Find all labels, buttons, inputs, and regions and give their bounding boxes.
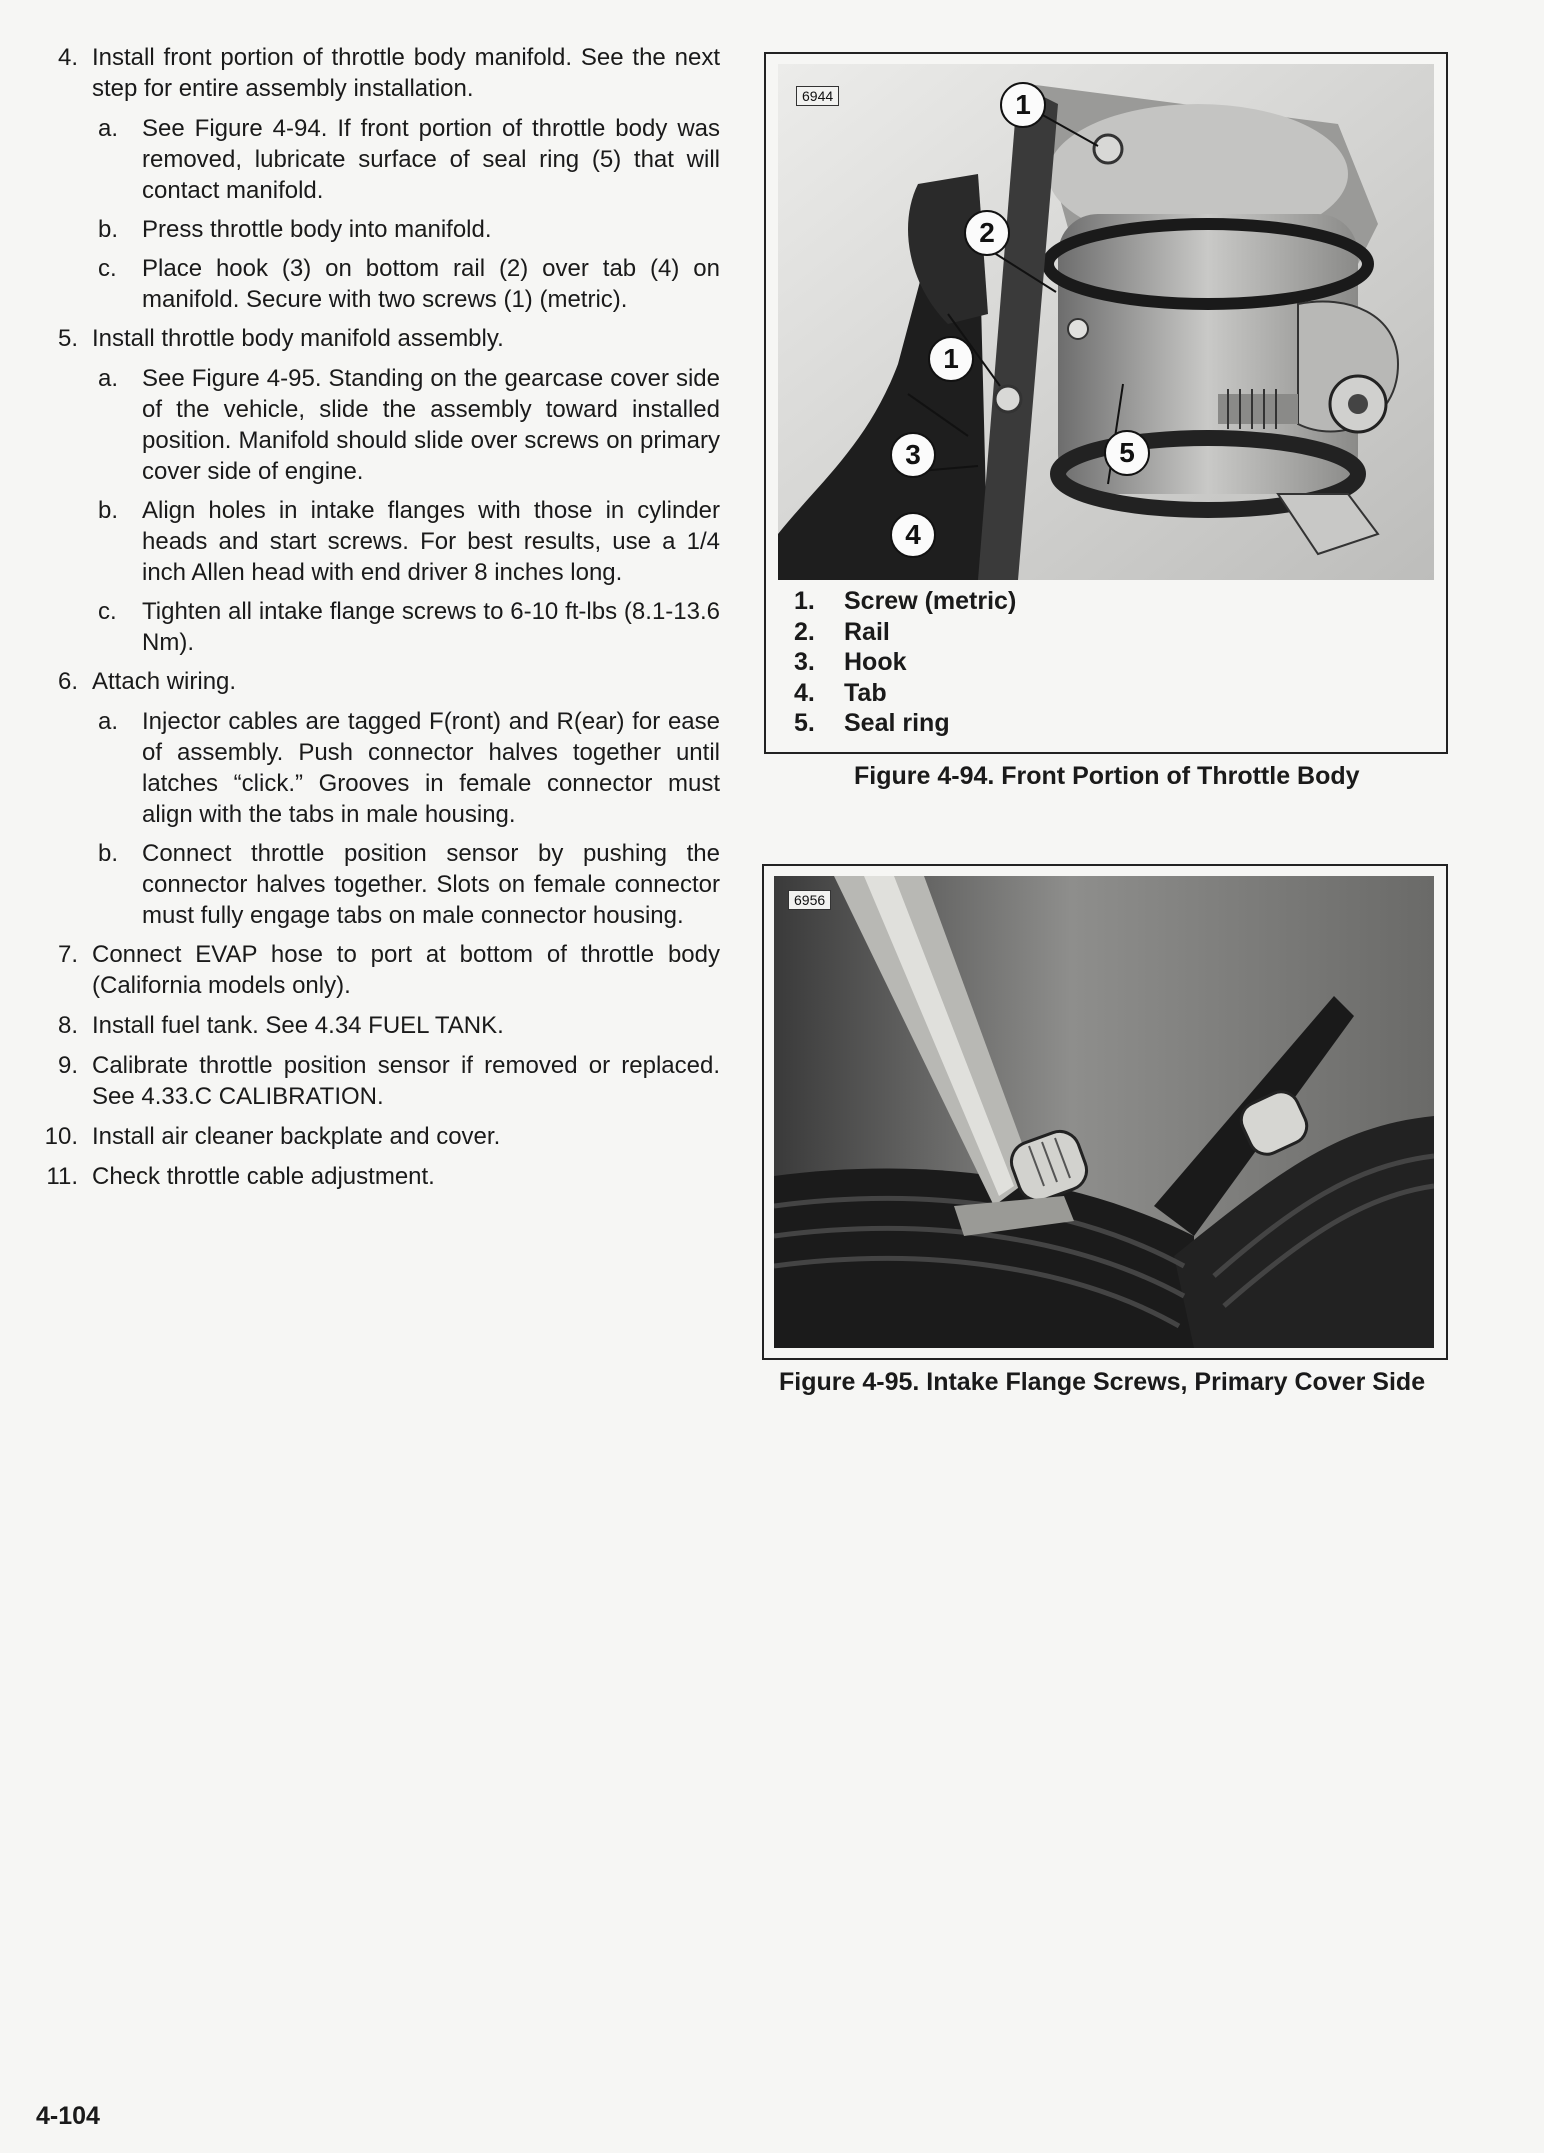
photo-id-label: 6944 [796, 86, 839, 106]
callout-2: 2 [964, 210, 1010, 256]
step-6b: b. Connect throttle position sensor by pushing the connector halves together. Slots on female connector must fully engage tabs on male connector housing. [98, 840, 720, 929]
step-6a: a. Injector cables are tagged F(ront) and R(ear) for ease of assembly. Push connector halves together until latches “click.” Grooves in female connector must align with the tabs in male housing. [98, 708, 720, 828]
step-8: 8. Install fuel tank. See 4.34 FUEL TANK. [57, 1012, 504, 1039]
legend-item: 1. Screw (metric) [794, 587, 1017, 615]
legend-item: 4. Tab [794, 678, 887, 707]
step-5b: b. Align holes in intake flanges with those in cylinder heads and start screws. For best results, use a 1/4 inch Allen head with end driver 8 inches long. [98, 497, 720, 586]
page-number: 4-104 [36, 2102, 100, 2130]
throttle-body-photo [778, 64, 1434, 580]
step-4: 4. Install front portion of throttle body manifold. See the next step for entire assembly installation. [57, 44, 720, 102]
intake-flange-photo [774, 876, 1434, 1348]
callout-5: 5 [1104, 430, 1150, 476]
step-4b: b. Press throttle body into manifold. [98, 216, 492, 243]
callout-3: 3 [890, 432, 936, 478]
legend-item: 5. Seal ring [794, 709, 950, 737]
figure-legend [794, 586, 1016, 739]
step-4a: a. See Figure 4-94. If front portion of throttle body was removed, lubricate surface of seal ring (5) that will contact manifold. [98, 115, 720, 204]
callout-1-lower: 1 [928, 336, 974, 382]
figure-4-94 [764, 52, 1448, 754]
photo-id-label: 6956 [788, 890, 831, 910]
figure-4-95-caption: Figure 4-95. Intake Flange Screws, Primary Cover Side [779, 1368, 1426, 1396]
step-4c: c. Place hook (3) on bottom rail (2) over tab (4) on manifold. Secure with two screws (1) (metric). [98, 255, 720, 313]
callout-4: 4 [890, 512, 936, 558]
step-9: 9. Calibrate throttle position sensor if removed or replaced. See 4.33.C CALIBRATION. [57, 1052, 720, 1110]
step-10: 10. Install air cleaner backplate and cover. [44, 1123, 501, 1150]
step-5c: c. Tighten all intake flange screws to 6-10 ft-lbs (8.1-13.6 Nm). [98, 598, 720, 656]
step-6: 6. Attach wiring. [57, 668, 237, 695]
step-5: 5. Install throttle body manifold assembly. [57, 325, 504, 352]
step-7: 7. Connect EVAP hose to port at bottom of throttle body (California models only). [57, 941, 720, 999]
step-11: 11. Check throttle cable adjustment. [46, 1163, 435, 1190]
legend-item: 2. Rail [794, 617, 890, 646]
step-5a: a. See Figure 4-95. Standing on the gearcase cover side of the vehicle, slide the assembly toward installed position. Manifold should slide over screws on primary cover side of engine. [98, 365, 720, 485]
figure-4-94-caption: Figure 4-94. Front Portion of Throttle Body [854, 762, 1360, 790]
callout-1-top: 1 [1000, 82, 1046, 128]
figure-4-95 [762, 864, 1448, 1360]
legend-item: 3. Hook [794, 648, 907, 676]
instruction-column [40, 42, 720, 1201]
